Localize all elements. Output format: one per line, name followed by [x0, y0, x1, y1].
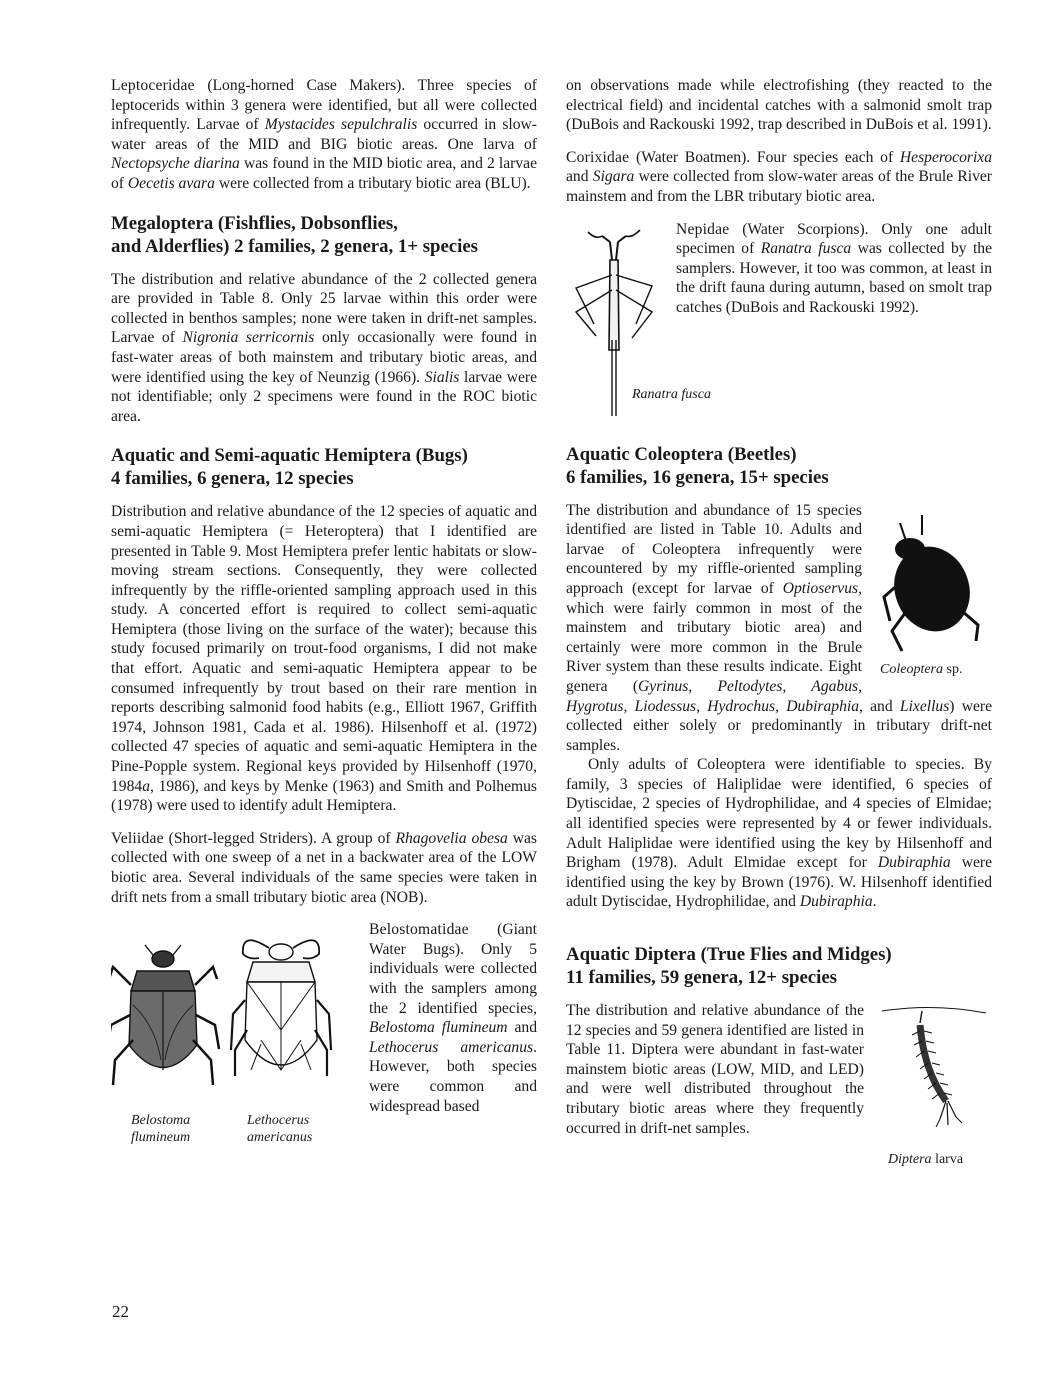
ranatra-caption: Ranatra fusca — [632, 386, 711, 402]
left-column — [111, 76, 537, 1150]
leptoceridae-paragraph: Leptoceridae (Long-horned Case Makers). Three species of leptocerids within 3 genera were identified, but all were collected infrequently. Larvae of Mystacides sepulchralis occurred in slow-water areas of the MID and BIG biotic areas. One larva of Nectopsyche diarina was found in the MID biotic area, and 2 larvae of Oecetis avara were collected from a tributary biotic area (BLU). — [111, 77, 537, 192]
giant-water-bug-figures — [111, 920, 357, 1150]
megaloptera-paragraph: The distribution and relative abundance of the 2 collected genera are provided in Table 8. Only 25 larvae within this order were collected in benthos samples; none were taken in drift-net samples. Larvae of Nigronia serricornis only occasionally were found in fast-water areas of both mainstem and tributary biotic areas, and were identified using the key of Neunzig (1966). Sialis larvae were not identifiable; only 2 specimens were found in the ROC biotic area. — [111, 270, 537, 425]
belostoma-caption: Belostoma flumineum — [131, 1113, 191, 1146]
corixidae-paragraph: Corixidae (Water Boatmen). Four species each of Hesperocorixa and Sigara were collected from slow-water areas of the Brule River mainstem and from the LBR tributary biotic area. — [566, 148, 993, 205]
megaloptera-heading: Megaloptera (Fishflies, Dobsonflies, and Alderflies) 2 families, 2 genera, 1+ species — [111, 212, 478, 257]
belostomatidae-block — [111, 920, 537, 1150]
coleoptera-figure — [872, 501, 992, 683]
coleoptera-paragraph-2: Only adults of Coleoptera were identifiable to species. By family, 3 species of Haliplidae were identified, 6 species of Dytiscidae, 2 species of Hydrophilidae, and 4 species of Elmidae; all identified species were represented by 4 or fewer individuals. Adult Haliplidae were identified using the key by Hilsenhoff and Brigham (1978). Adult Elmidae except for Dubiraphia were identified using the key by Brown (1976). W. Hilsenhoff identified adult Dytiscidae, Hydrophilidae, and Dubiraphia. — [566, 756, 992, 911]
diptera-paragraph: The distribution and relative abundance of the 12 species and 59 genera identified are listed in Table 11. Diptera were abundant in fast-water mainstem biotic areas (LOW, MID, and LED) and were well distributed throughout the tributary biotic areas where they frequently occurred in drift-net samples. — [566, 1002, 864, 1137]
belostoma-illustration — [111, 920, 357, 1110]
diptera-heading: Aquatic Diptera (True Flies and Midges) 11 families, 59 genera, 12+ species — [566, 944, 892, 989]
coleoptera-heading: Aquatic Coleoptera (Beetles) 6 families, 16 genera, 15+ species — [566, 443, 829, 488]
diptera-figure — [874, 1001, 992, 1167]
coleoptera-caption: Coleoptera sp. — [880, 661, 963, 677]
coleoptera-paragraph-1: The distribution and abundance of 15 species identified are listed in Table 10. Adults and larvae of Coleoptera infrequently were encountered by my riffle-oriented sampling approach (except for larvae of Optioservus, which were fairly common in most of the mainstem and tributary biotic area) and certainly were more common in the Brule River system than these results indicate. Eight genera (Gyrinus, Peltodytes, Agabus, Hygrotus, Liodessus, Hydrochus, Dubiraphia, and Lixellus) were collected either solely or predominantly in tributary drift-net samples. — [566, 501, 993, 754]
nepidae-paragraph: Nepidae (Water Scorpions). Only one adult specimen of Ranatra fusca was collected by the samplers. However, it too was common, at least in the drift fauna during autumn, based on smolt trap catches (DuBois and Rackouski 1992). — [676, 220, 992, 316]
hemiptera-paragraph: Distribution and relative abundance of the 12 species of aquatic and semi-aquatic Hemiptera (= Heteroptera) that I identified are presented in Table 9. Most Hemiptera prefer lentic habitats or slow-moving stream sections. Consequently, they were collected infrequently by the riffle-oriented sampling approach used in this study. A concerted effort is required to collect semi-aquatic Hemiptera (those living on the surface of the water); because this study focused primarily on trout-food organisms, I did not make that effort. Aquatic and semi-aquatic Hemiptera appear to be consumed infrequently by trout based on their rare mention in reports describing salmonid food habits (e.g., Elliott 1967, Griffith 1974, Johnson 1981, Cada et al. 1986). Hilsenhoff et al. (1972) collected 47 species of aquatic and semi-aquatic Hemiptera in the Pine-Popple system. Regional keys provided by Hilsenhoff (1970, 1984a, 1986), and keys by Menke (1963) and Smith and Polhemus (1978) were used to identify adult Hemiptera. — [111, 503, 537, 815]
page-number: 22 — [112, 1302, 129, 1321]
veliidae-paragraph: Veliidae (Short-legged Striders). A group of Rhagovelia obesa was collected with one sweep of a net in a backwater area of the LOW biotic area. Several individuals of the same species were taken in drift nets from a small tributary biotic area (NOB). — [111, 829, 538, 906]
belostomatidae-paragraph: Belostomatidae (Giant Water Bugs). Only 5 individuals were collected with the samplers among the 2 identified species, Belostoma flumineum and Lethocerus americanus. However, both species were common and widespread based — [369, 921, 537, 1115]
hemiptera-heading: Aquatic and Semi-aquatic Hemiptera (Bugs) 4 families, 6 genera, 12 species — [111, 445, 468, 490]
continued-paragraph: on observations made while electrofishing (they reacted to the electrical field) and incidental catches with a salmonid smolt trap (DuBois and Rackouski 1992, trap described in DuBois et al. 1991). — [566, 77, 992, 134]
lethocerus-caption: Lethocerus americanus — [247, 1113, 313, 1146]
larva-illustration — [874, 1001, 992, 1149]
nepidae-block — [566, 220, 992, 425]
diptera-caption: Diptera larva — [888, 1152, 964, 1168]
right-column — [566, 76, 992, 1171]
beetle-illustration — [872, 501, 992, 661]
